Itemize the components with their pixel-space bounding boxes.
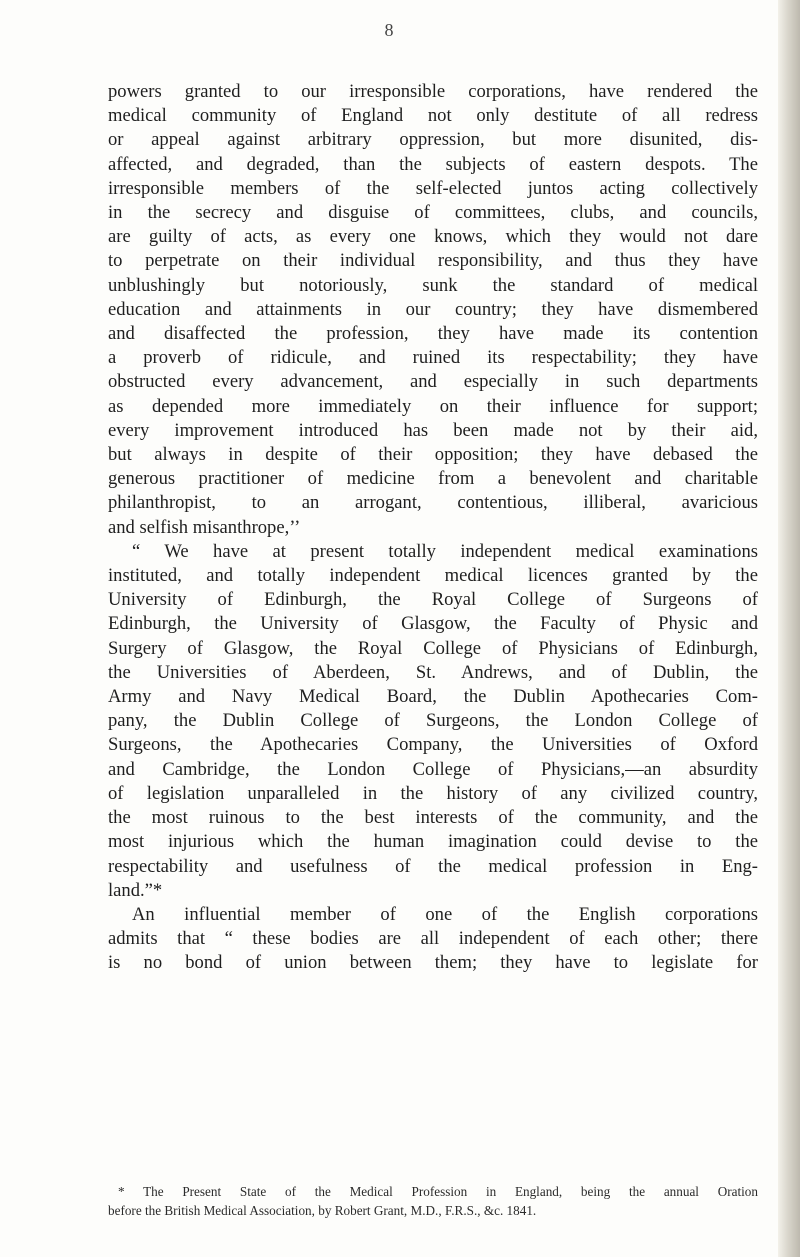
text-line: irresponsible members of the self-elected juntos acting collectively (108, 177, 758, 199)
text-line: and selfish misanthrope,’’ (108, 516, 301, 538)
text-line: the most ruinous to the best interests of the community, and the (108, 807, 758, 829)
page-number: 8 (384, 20, 394, 40)
text-line: Surgery of Glasgow, the Royal College of Physicians of Edinburgh, (108, 637, 758, 659)
body-text (108, 80, 758, 976)
text-line: and Cambridge, the London College of Physicians,—an absurdity (108, 758, 758, 780)
text-line: philanthropist, to an arrogant, contentious, illiberal, avaricious (108, 492, 758, 514)
text-line: instituted, and totally independent medical licences granted by the (108, 565, 758, 587)
text-line: every improvement introduced has been made not by their aid, (108, 419, 758, 441)
text-line: as depended more immediately on their influence for support; (108, 395, 758, 417)
text-line: but always in despite of their opposition; they have debased the (108, 444, 758, 466)
text-line: are guilty of acts, as every one knows, which they would not dare (108, 226, 758, 248)
text-line: obstructed every advancement, and especially in such departments (108, 371, 758, 393)
text-line: An influential member of one of the English corporations (132, 903, 758, 925)
text-line: or appeal against arbitrary oppression, but more disunited, dis- (108, 129, 758, 151)
text-line: to perpetrate on their individual responsibility, and thus they have (108, 250, 758, 272)
text-line: of legislation unparalleled in the history of any civilized country, (108, 782, 758, 804)
text-line: powers granted to our irresponsible corporations, have rendered the (108, 81, 758, 102)
text-line: education and attainments in our country; they have dismembered (108, 298, 758, 320)
text-line: unblushingly but notoriously, sunk the standard of medical (108, 274, 758, 296)
text-line: University of Edinburgh, the Royal College of Surgeons of (108, 589, 758, 611)
text-line: affected, and degraded, than the subjects of eastern despots. The (108, 153, 758, 175)
text-line: land.”* (108, 879, 163, 901)
text-line: most injurious which the human imagination could devise to the (108, 831, 758, 853)
text-line: respectability and usefulness of the medical profession in Eng- (108, 855, 758, 877)
text-line: a proverb of ridicule, and ruined its respectability; they have (108, 347, 758, 369)
footnote-line: before the British Medical Association, by Robert Grant, M.D., F.R.S., &c. 1841. (108, 1203, 537, 1218)
text-line: the Universities of Aberdeen, St. Andrews, and of Dublin, the (108, 661, 758, 683)
page-edge-shadow (778, 0, 800, 1257)
text-line: “ We have at present totally independent medical examinations (132, 540, 758, 562)
text-line: in the secrecy and disguise of committees, clubs, and councils, (108, 202, 758, 224)
text-line: medical community of England not only destitute of all redress (108, 105, 758, 127)
text-line: and disaffected the profession, they have made its contention (108, 323, 758, 345)
footnote-line: * The Present State of the Medical Profession in England, being the annual Oration (118, 1184, 758, 1199)
text-line: Surgeons, the Apothecaries Company, the Universities of Oxford (108, 734, 758, 756)
text-line: generous practitioner of medicine from a benevolent and charitable (108, 468, 758, 490)
text-line: Army and Navy Medical Board, the Dublin Apothecaries Com- (108, 686, 758, 708)
text-line: admits that “ these bodies are all independent of each other; there (108, 928, 758, 950)
footnote (108, 1182, 758, 1220)
text-line: pany, the Dublin College of Surgeons, the London College of (108, 710, 758, 732)
text-line: Edinburgh, the University of Glasgow, the Faculty of Physic and (108, 613, 758, 635)
text-line: is no bond of union between them; they have to legislate for (108, 952, 758, 974)
